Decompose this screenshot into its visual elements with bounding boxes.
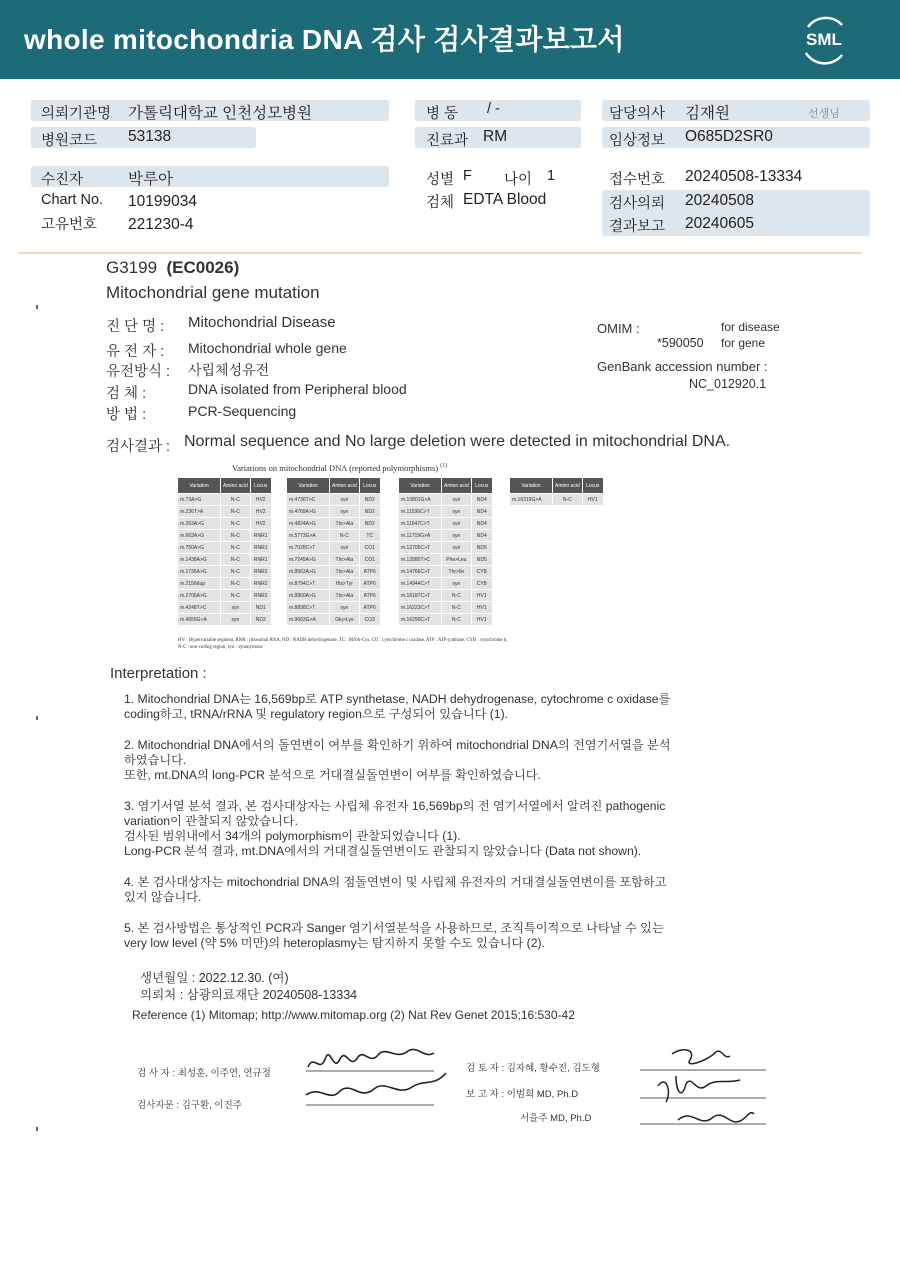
variation-cell: m.4824A>G	[287, 518, 330, 530]
dept-value: RM	[483, 128, 508, 145]
omim-for-gene: for gene	[721, 336, 766, 350]
variation-cell: HV1	[471, 590, 492, 602]
variation-cell: N-C	[221, 554, 251, 566]
method-label: 방 법 :	[106, 407, 147, 423]
interp-p3-l4: Long-PCR 분석 결과, mt.DNA에서의 거대결실돌연변이도 관찰되지 않았습니다 (Data not shown).	[124, 844, 642, 858]
variation-cell: ATP6	[359, 578, 380, 590]
report-title: whole mitochondria DNA 검사 검사결과보고서	[24, 24, 625, 55]
variation-row	[287, 614, 381, 626]
variation-row	[287, 542, 381, 554]
variation-footnote-1: HV : Hypervariable segment, RNR : ribosomal RNA, ND : NADH dehydrogenase, TC : tRNA-Cys, CO : cytochrome c oxidase, ATP : ATP synthase, CYB : cytochrome b,	[178, 638, 508, 643]
variation-cell: Thr>Ile	[442, 566, 472, 578]
variation-cell: m.8794C>T	[287, 578, 330, 590]
variation-cell: N-C	[442, 590, 472, 602]
variation-cell: syn	[442, 494, 472, 506]
variation-cell: N-C	[221, 590, 251, 602]
variation-row	[178, 590, 272, 602]
variation-cell: ND4	[471, 530, 492, 542]
variation-row	[178, 554, 272, 566]
reporter2-line: 서을주 MD, Ph.D	[520, 1113, 592, 1124]
report-label: 결과보고	[609, 219, 666, 235]
variation-header-cell: Variation	[399, 478, 442, 494]
variation-caption-sup: (1)	[440, 463, 448, 470]
variation-cell: m.1438A>G	[178, 554, 221, 566]
variation-cell: m.7245A>G	[287, 554, 330, 566]
variation-cell: ATP6	[359, 566, 380, 578]
hospital-code-value: 53138	[128, 128, 172, 145]
variation-cell: syn	[442, 506, 472, 518]
interp-p2-l3: 또한, mt.DNA의 long-PCR 분석으로 거대결실돌연변이 여부를 확인하였습니다.	[124, 768, 541, 782]
test-code	[106, 258, 239, 278]
reviewers-line: 검 토 자 : 김자혜, 황수진, 김도형	[466, 1063, 600, 1074]
variation-row	[287, 578, 381, 590]
variation-cell: CO3	[359, 614, 380, 626]
interp-p3-l2: variation이 관찰되지 않았습니다.	[124, 814, 298, 828]
variation-cell: syn	[330, 494, 360, 506]
variation-cell: RNR1	[250, 542, 271, 554]
variation-cell: m.14766C>T	[399, 566, 442, 578]
date-of-birth: 생년월일 : 2022.12.30. (여)	[140, 971, 289, 985]
variation-caption-text: Variations on mitochondrial DNA (reported polymorphisms)	[232, 463, 439, 473]
variation-header-cell: Variation	[178, 478, 221, 494]
variation-cell: Thr>Ala	[330, 554, 360, 566]
margin-tick	[36, 1127, 38, 1131]
variation-row	[287, 602, 381, 614]
variation-row	[178, 614, 272, 626]
doctor-label: 담당의사	[609, 106, 666, 122]
variation-cell: ND5	[471, 542, 492, 554]
omim-number: *590050	[657, 336, 704, 350]
sex-label: 성별	[426, 172, 455, 188]
variation-row	[399, 566, 493, 578]
variation-cell: N-C	[221, 542, 251, 554]
interp-p5-l2: very low level (약 5% 미만)의 heteroplasmy는 탐지하지 못할 수도 있습니다 (2).	[124, 936, 545, 950]
variation-cell: syn	[330, 506, 360, 518]
diagnosis-value: Mitochondrial Disease	[188, 314, 336, 331]
reference: Reference (1) Mitomap; http://www.mitomap.org (2) Nat Rev Genet 2015;16:530-42	[132, 1008, 575, 1022]
variation-cell: ND5	[471, 554, 492, 566]
inheritance-label: 유전방식 :	[106, 364, 171, 380]
variation-cell: CYB	[471, 566, 492, 578]
inheritance-value: 사립체성유전	[188, 362, 270, 378]
interp-p2-l1: 2. Mitochondrial DNA에서의 돌연변이 여부를 확인하기 위하여 mitochondrial DNA의 전염기서열을 분석	[124, 738, 671, 752]
variation-cell: ND2	[359, 506, 380, 518]
tester-signature	[300, 1035, 460, 1115]
variation-cell: ND4	[471, 506, 492, 518]
variation-header-cell: Locus	[359, 478, 380, 494]
interp-p4-l1: 4. 본 검사대상자는 mitochondrial DNA의 점돌연변이 및 사립체 유전자의 거대결실돌연변이를 포함하고	[124, 875, 667, 889]
variation-row	[287, 554, 381, 566]
variation-cell: m.236T>A	[178, 506, 221, 518]
variation-cell: HV2	[250, 518, 271, 530]
institution-value: 가톨릭대학교 인천성모병원	[128, 105, 312, 122]
variation-subtable	[509, 477, 604, 506]
variation-cell: m.750A>G	[178, 542, 221, 554]
specimen-doc-label: 검 체 :	[106, 386, 147, 402]
variation-row	[287, 506, 381, 518]
variation-cell: syn	[221, 602, 251, 614]
request-value: 20240508	[685, 192, 754, 209]
chart-value: 10199034	[128, 193, 197, 210]
variation-header-cell: Locus	[471, 478, 492, 494]
interp-p1-l1: 1. Mitochondrial DNA는 16,569bp로 ATP synthetase, NADH dehydrogenase, cytochrome c oxidase를	[124, 692, 671, 706]
reception-value: 20240508-13334	[685, 168, 803, 185]
variation-row	[178, 542, 272, 554]
variation-cell: ND4	[471, 518, 492, 530]
variation-header-cell: Locus	[250, 478, 271, 494]
age-label: 나이	[504, 172, 533, 188]
variation-cell: syn	[442, 518, 472, 530]
variation-row	[287, 590, 381, 602]
variation-row	[287, 494, 381, 506]
variation-row	[399, 542, 493, 554]
variation-cell: m.4736T>C	[287, 494, 330, 506]
variation-header-cell: Amino acid	[442, 478, 472, 494]
specimen-label: 검체	[426, 195, 455, 211]
variation-cell: N-C	[553, 494, 583, 506]
variation-cell: HV2	[250, 494, 271, 506]
variation-row	[178, 578, 272, 590]
variation-cell: m.11647C>T	[399, 518, 442, 530]
variation-cell: Thr>Ala	[330, 590, 360, 602]
variation-header-row	[178, 478, 272, 494]
variation-header-cell: Locus	[582, 478, 603, 494]
variation-cell: N-C	[330, 530, 360, 542]
variation-cell: ND4	[471, 494, 492, 506]
report-header	[0, 0, 900, 79]
variation-cell: Glu>Lys	[330, 614, 360, 626]
variation-cell: m.16290C>T	[399, 614, 442, 626]
method-value: PCR-Sequencing	[188, 403, 297, 419]
variation-row	[399, 578, 493, 590]
variation-cell: m.2706A>G	[178, 590, 221, 602]
variation-row	[399, 530, 493, 542]
variation-cell: m.4248T>C	[178, 602, 221, 614]
variation-cell: ND2	[250, 614, 271, 626]
variation-cell: HV1	[471, 602, 492, 614]
doctor-value: 김재원	[685, 105, 730, 122]
variation-cell: N-C	[221, 506, 251, 518]
variation-header-row	[510, 478, 604, 494]
variation-cell: HV1	[582, 494, 603, 506]
reporter-line: 보 고 자 : 이범희 MD, Ph.D	[466, 1089, 579, 1100]
variation-cell: syn	[330, 602, 360, 614]
variation-cell: RNR2	[250, 566, 271, 578]
variation-cell: N-C	[221, 578, 251, 590]
interpretation-title: Interpretation :	[110, 665, 207, 682]
variation-cell: HV1	[471, 614, 492, 626]
variation-cell: N-C	[442, 614, 472, 626]
ward-value: / -	[487, 101, 500, 117]
patient-label: 수진자	[41, 172, 84, 188]
variation-cell: m.12880T>C	[399, 554, 442, 566]
variation-cell: CO1	[359, 554, 380, 566]
variation-header-cell: Amino acid	[553, 478, 583, 494]
variation-cell: N-C	[221, 566, 251, 578]
specimen-value: EDTA Blood	[463, 191, 547, 208]
genbank-value: NC_012920.1	[689, 377, 767, 391]
interp-p1-l2: coding하고, tRNA/rRNA 및 regulatory region으로 구성되어 있습니다 (1).	[124, 707, 509, 721]
variation-row	[178, 506, 272, 518]
variation-cell: N-C	[221, 494, 251, 506]
institution-label: 의뢰기관명	[41, 106, 112, 122]
variation-row	[178, 494, 272, 506]
test-code-ec: (EC0026)	[166, 258, 240, 277]
variation-subtable	[398, 477, 493, 626]
variation-header-row	[287, 478, 381, 494]
sml-logo	[798, 13, 850, 65]
specimen-doc-value: DNA isolated from Peripheral blood	[188, 381, 407, 397]
variation-cell: ATP6	[359, 590, 380, 602]
variation-cell: syn	[442, 542, 472, 554]
variation-row	[399, 518, 493, 530]
variation-cell: m.2156dup	[178, 578, 221, 590]
patient-row-bg	[31, 166, 389, 187]
result-label: 검사결과 :	[106, 439, 171, 455]
variation-cell: m.8563A>G	[287, 566, 330, 578]
variation-cell: RNR2	[250, 578, 271, 590]
variation-cell: m.14944C>T	[399, 578, 442, 590]
variation-row	[178, 602, 272, 614]
report-value: 20240605	[685, 215, 754, 232]
variation-cell: RNR1	[250, 530, 271, 542]
interp-p3-l1: 3. 염기서열 분석 결과, 본 검사대상자는 사립체 유전자 16,569bp의 전 염기서열에서 알려진 pathogenic	[124, 799, 666, 813]
variation-cell: ND1	[250, 602, 271, 614]
test-code-g: G3199	[106, 258, 158, 277]
sex-value: F	[463, 168, 472, 184]
uid-label: 고유번호	[41, 217, 98, 233]
variation-header-cell: Amino acid	[330, 478, 360, 494]
variation-caption	[232, 463, 447, 473]
patient-value: 박루아	[128, 171, 173, 188]
variation-header-row	[399, 478, 493, 494]
margin-tick	[36, 716, 38, 720]
variation-cell: Phe>Leu	[442, 554, 472, 566]
hospital-code-label: 병원코드	[41, 133, 98, 149]
variation-cell: m.16223C>T	[399, 602, 442, 614]
variation-cell: syn	[442, 578, 472, 590]
variation-subtable	[286, 477, 381, 626]
variation-cell: CYB	[471, 578, 492, 590]
variation-cell: m.9663G>A	[287, 614, 330, 626]
variation-cell: m.4769A>G	[287, 506, 330, 518]
variation-row	[399, 506, 493, 518]
variation-cell: m.263A>G	[178, 518, 221, 530]
variation-cell: Thr>Ala	[330, 566, 360, 578]
variation-header-cell: Amino acid	[221, 478, 251, 494]
variation-cell: syn	[221, 614, 251, 626]
variation-row	[399, 590, 493, 602]
gene-label: 유 전 자 :	[106, 344, 165, 360]
variation-row	[399, 602, 493, 614]
dept-label: 진료과	[426, 133, 469, 149]
variation-cell: m.8860A>G	[287, 590, 330, 602]
variation-subtable	[177, 477, 272, 626]
variation-cell: syn	[330, 542, 360, 554]
variation-cell: RNR1	[250, 554, 271, 566]
ward-label: 병 동	[426, 106, 459, 122]
interp-p3-l3: 검사된 범위내에서 34개의 polymorphism이 관찰되었습니다 (1).	[124, 829, 461, 843]
test-name: Mitochondrial gene mutation	[106, 283, 320, 302]
variation-header-cell: Variation	[287, 478, 330, 494]
variation-cell: Thr>Ala	[330, 518, 360, 530]
variation-row	[399, 494, 493, 506]
reception-label: 접수번호	[609, 172, 666, 188]
variation-cell: N-C	[221, 518, 251, 530]
variation-cell: m.8898C>T	[287, 602, 330, 614]
interp-p5-l1: 5. 본 검사방법은 통상적인 PCR과 Sanger 염기서열분석을 사용하므로, 조직특이적으로 나타날 수 있는	[124, 921, 664, 935]
genbank-label: GenBank accession number :	[597, 359, 768, 374]
variation-cell: m.73A>G	[178, 494, 221, 506]
uid-value: 221230-4	[128, 216, 194, 233]
variation-row	[399, 614, 493, 626]
clinical-label: 임상정보	[609, 133, 666, 149]
requester: 의뢰처 : 삼광의료재단 20240508-13334	[140, 988, 358, 1002]
variation-cell: m.11536C>T	[399, 506, 442, 518]
variation-cell: m.16187C>T	[399, 590, 442, 602]
variation-cell: RNR2	[250, 590, 271, 602]
variation-row	[510, 494, 604, 506]
variation-cell: m.4655G>A	[178, 614, 221, 626]
result-value: Normal sequence and No large deletion were detected in mitochondrial DNA.	[184, 433, 731, 450]
doctor-suffix: 선생님	[808, 108, 840, 120]
margin-tick	[36, 305, 38, 309]
variation-cell: m.5773G>A	[287, 530, 330, 542]
omim-label: OMIM :	[597, 321, 640, 336]
variation-row	[399, 554, 493, 566]
request-label: 검사의뢰	[609, 196, 666, 212]
logo-text: SML	[806, 30, 842, 49]
variation-footnote-2: N-C : non-coding region, syn : synonymous	[178, 645, 263, 650]
variation-cell: m.16319G>A	[510, 494, 553, 506]
variation-row	[178, 566, 272, 578]
variation-header-cell: Variation	[510, 478, 553, 494]
variation-row	[178, 518, 272, 530]
variation-cell: m.663A>G	[178, 530, 221, 542]
clinical-value: O685D2SR0	[685, 128, 773, 145]
variation-cell: ND2	[359, 518, 380, 530]
gene-value: Mitochondrial whole gene	[188, 340, 347, 356]
variation-row	[287, 518, 381, 530]
interpretation-body	[124, 692, 671, 951]
age-value: 1	[547, 168, 556, 184]
omim-for-disease: for disease	[721, 320, 780, 334]
variation-cell: m.12705C>T	[399, 542, 442, 554]
variation-cell: m.10801G>A	[399, 494, 442, 506]
variation-cell: m.7028C>T	[287, 542, 330, 554]
interp-p2-l2: 하였습니다.	[124, 753, 187, 767]
reviewer-signature	[636, 1040, 776, 1135]
diagnosis-label: 진 단 명 :	[106, 319, 165, 335]
variation-cell: N-C	[442, 602, 472, 614]
variation-cell: syn	[442, 530, 472, 542]
variation-cell: m.1736A>G	[178, 566, 221, 578]
variation-cell: ND2	[359, 494, 380, 506]
testers-line: 검 사 자 : 최성훈, 이주연, 연규정	[137, 1068, 271, 1079]
variation-row	[287, 530, 381, 542]
variation-cell: N-C	[221, 530, 251, 542]
variation-row	[178, 530, 272, 542]
chart-label: Chart No.	[41, 192, 104, 208]
variation-cell: HV2	[250, 506, 271, 518]
variation-cell: His>Tyr	[330, 578, 360, 590]
interp-p4-l2: 있지 않습니다.	[124, 890, 202, 904]
advisors-line: 검사자문 : 김구환, 이진주	[137, 1100, 242, 1111]
variation-cell: TC	[359, 530, 380, 542]
variation-cell: m.11719G>A	[399, 530, 442, 542]
divider	[18, 252, 862, 254]
variation-cell: ATP6	[359, 602, 380, 614]
variation-row	[287, 566, 381, 578]
variation-cell: CO1	[359, 542, 380, 554]
